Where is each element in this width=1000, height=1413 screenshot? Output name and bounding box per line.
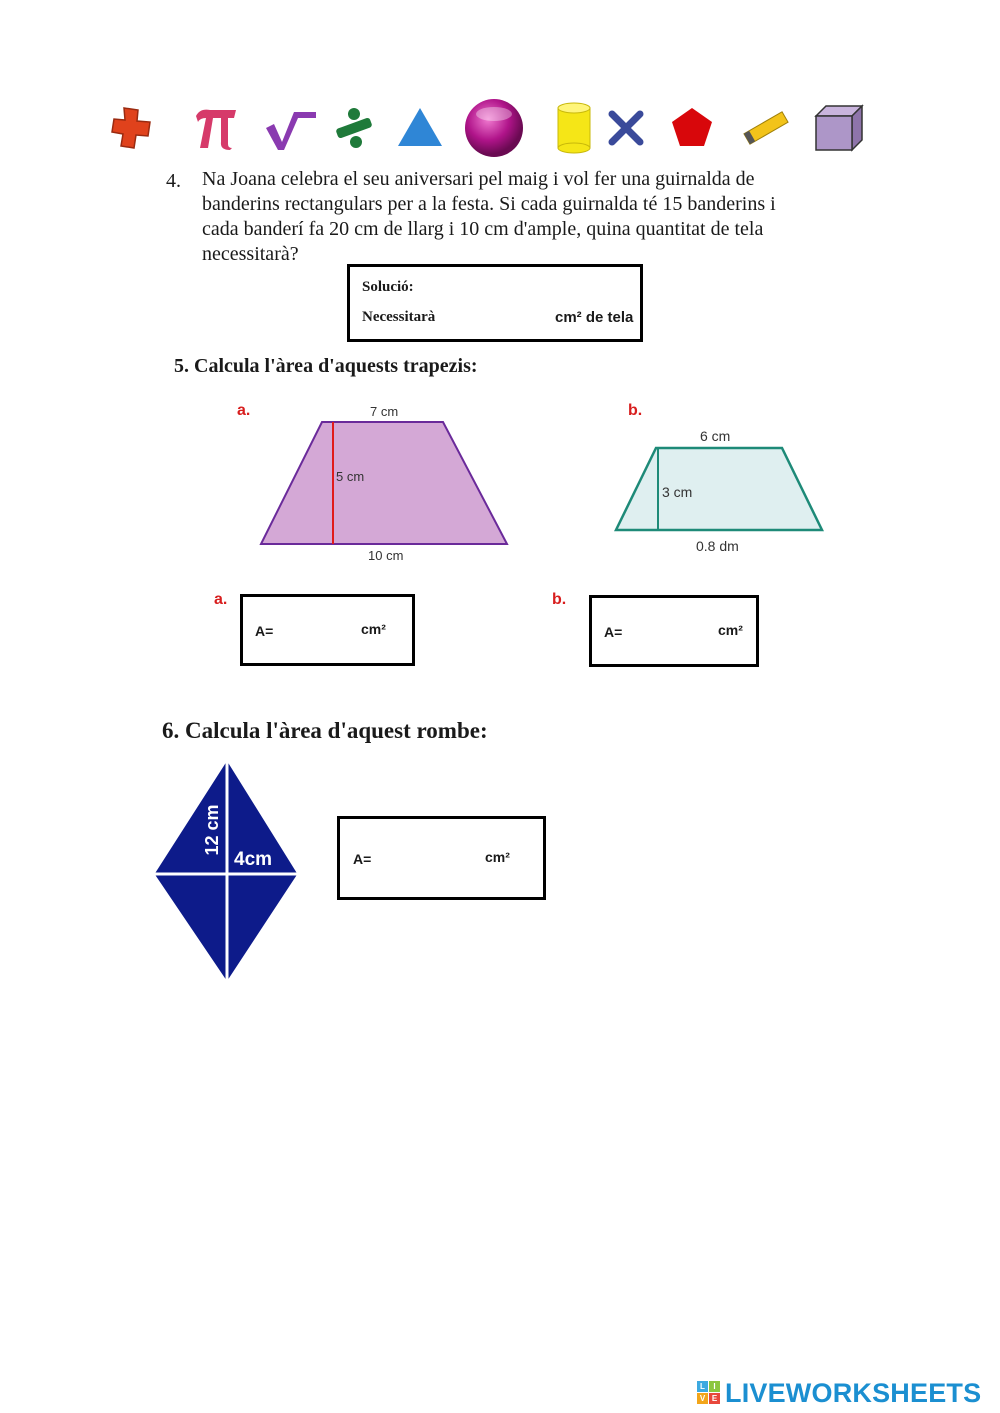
logo-letter: V [697,1393,708,1404]
answer-b-prefix: A= [604,624,623,640]
answer-a-unit: cm² [361,621,386,637]
problem-4-number: 4. [166,170,181,192]
trapezoid-a-bottom-label: 10 cm [368,548,404,563]
problem-4-line: banderins rectangulars per a la festa. Si cada guirnalda té 15 banderins i [202,193,776,215]
answer-a-input[interactable] [281,621,361,643]
figure-b-label: b. [628,402,643,419]
answer-a-label: a. [214,591,228,608]
logo-mark-icon [697,1381,721,1405]
logo-letter: L [697,1381,708,1392]
answer-rhombus-prefix: A= [353,851,372,867]
logo-text: LIVEWORKSHEETS [725,1377,982,1408]
trapezoid-b [610,440,830,540]
cube-icon [808,100,864,156]
answer-b-box [589,595,759,667]
problem-6-heading: 6. Calcula l'àrea d'aquest rombe: [162,718,488,743]
pi-icon [188,100,244,156]
triangle-icon [392,100,448,156]
logo-letter: E [709,1393,720,1404]
answer-b-unit: cm² [718,622,743,638]
sqrt-icon [262,100,318,156]
solution-label: Necessitarà [362,309,436,325]
trapezoid-b-shape [616,448,822,530]
answer-rhombus-input[interactable] [382,849,482,871]
answer-b-input[interactable] [630,622,712,644]
plus-icon [104,100,160,156]
solution-box [347,264,643,342]
trapezoid-a [250,410,520,560]
rhombus-figure [150,756,302,986]
answer-rhombus-unit: cm² [485,849,510,865]
cylinder-icon [546,100,602,156]
multiply-icon [598,100,654,156]
solution-title: Solució: [362,279,414,295]
problem-4-line: necessitarà? [202,243,299,265]
answer-rhombus-box [337,816,546,900]
problem-4-line: Na Joana celebra el seu aniversari pel maig i vol fer una guirnalda de [202,168,755,190]
solution-answer-input[interactable] [456,307,552,329]
problem-5-heading: 5. Calcula l'àrea d'aquests trapezis: [174,355,478,377]
answer-a-prefix: A= [255,623,274,639]
trapezoid-a-shape [261,422,507,544]
ruler-icon [738,100,794,156]
trapezoid-b-top-label: 6 cm [700,428,731,444]
trapezoid-a-top-label: 7 cm [370,404,399,419]
answer-b-label: b. [552,591,567,608]
solution-unit: cm² de tela [555,309,634,326]
pentagon-icon [664,100,720,156]
trapezoid-b-height-label: 3 cm [662,484,693,500]
rhombus-half-diagonal-label: 4cm [234,849,273,870]
sphere-icon [462,100,526,156]
trapezoid-a-height-label: 5 cm [336,469,365,484]
logo-letter: I [709,1381,720,1392]
problem-4-text [202,167,842,267]
rhombus-diagonal-label: 12 cm [202,804,222,856]
divide-icon [326,100,382,156]
problem-4-line: cada banderí fa 20 cm de llarg i 10 cm d'ample, quina quantitat de tela [202,218,764,240]
figure-a-label: a. [237,402,251,419]
trapezoid-b-bottom-label: 0.8 dm [696,538,739,554]
answer-a-box [240,594,415,666]
liveworksheets-logo [697,1375,981,1411]
